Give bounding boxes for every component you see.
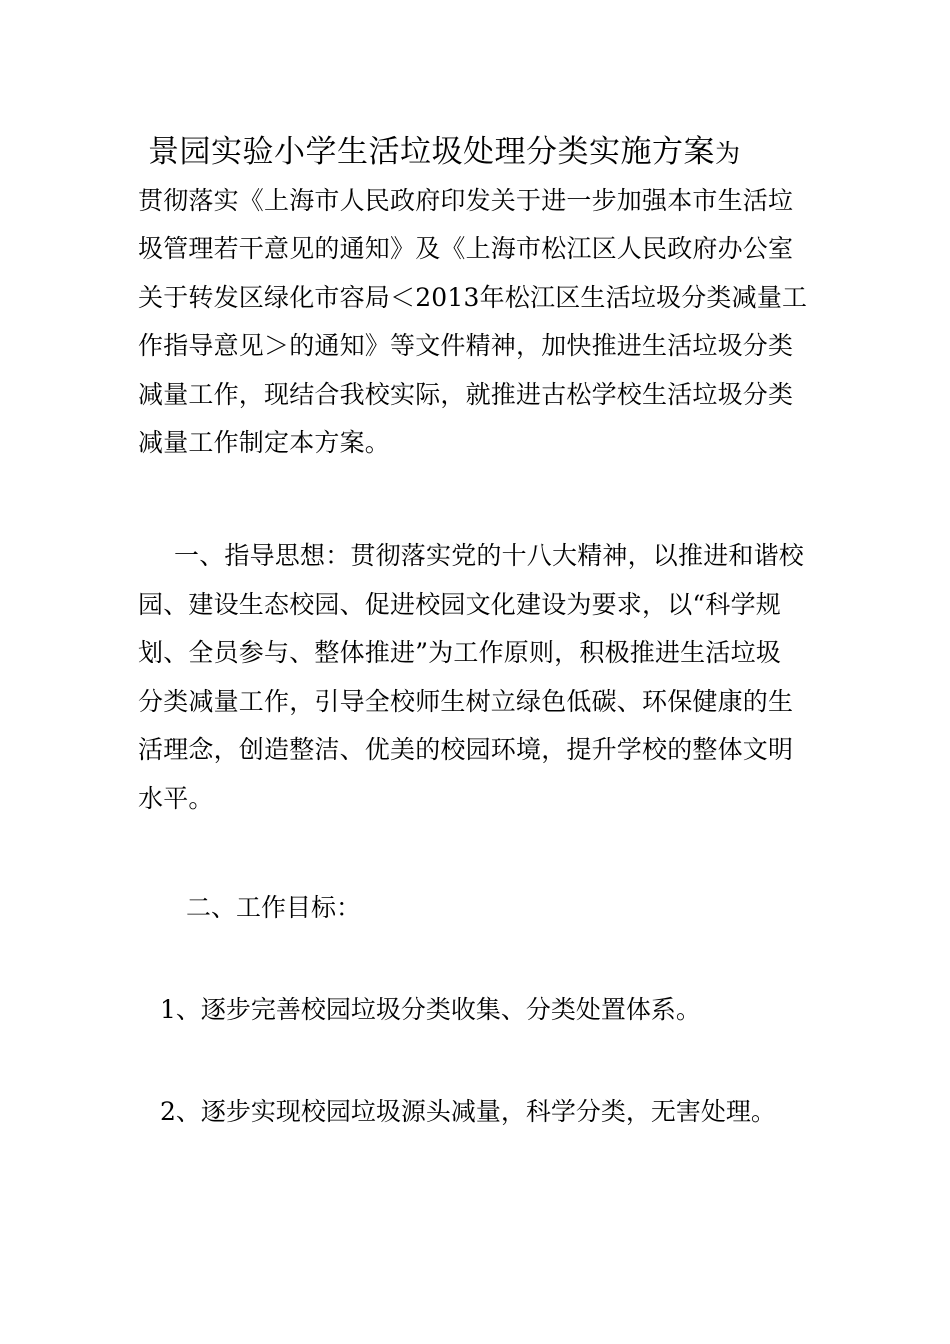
section1-line: 分类减量工作，引导全校师生树立绿色低碳、环保健康的生	[138, 686, 794, 716]
section2-heading: 二、工作目标：	[186, 893, 362, 922]
intro-line: 关于转发区绿化市容局＜2013年松江区生活垃圾分类减量工	[138, 282, 808, 312]
intro-line: 圾管理若干意见的通知》及《上海市松江区人民政府办公室	[138, 234, 794, 263]
intro-line: 为	[715, 139, 741, 168]
section-guiding-ideology	[138, 532, 828, 823]
intro-line: 作指导意见＞的通知》等文件精神，加快推进生活垃圾分类	[138, 331, 794, 360]
intro-line: 贯彻落实《上海市人民政府印发关于进一步加强本市生活垃	[138, 185, 794, 215]
document-title: 景园实验小学生活垃圾处理分类实施方案	[148, 134, 715, 170]
intro-line: 减量工作，现结合我校实际，就推进古松学校生活垃圾分类	[138, 379, 794, 409]
goal-item-2: 2、逐步实现校园垃圾源头减量，科学分类，无害处理。	[160, 1097, 776, 1126]
section1-line: 水平。	[138, 783, 214, 813]
section1-line: 园、建设生态校园、促进校园文化建设为要求，以“科学规	[138, 589, 781, 619]
intro-block	[138, 128, 828, 468]
section1-line: 划、全员参与、整体推进”为工作原则，积极推进生活垃圾	[138, 638, 781, 667]
title-line	[138, 128, 828, 177]
section1-line: 活理念，创造整洁、优美的校园环境，提升学校的整体文明	[138, 735, 794, 764]
goal-item-1: 1、逐步完善校园垃圾分类收集、分类处置体系。	[160, 995, 701, 1024]
section1-line: 一、指导思想：贯彻落实党的十八大精神，以推进和谐校	[174, 541, 805, 570]
intro-line: 减量工作制定本方案。	[138, 428, 391, 457]
